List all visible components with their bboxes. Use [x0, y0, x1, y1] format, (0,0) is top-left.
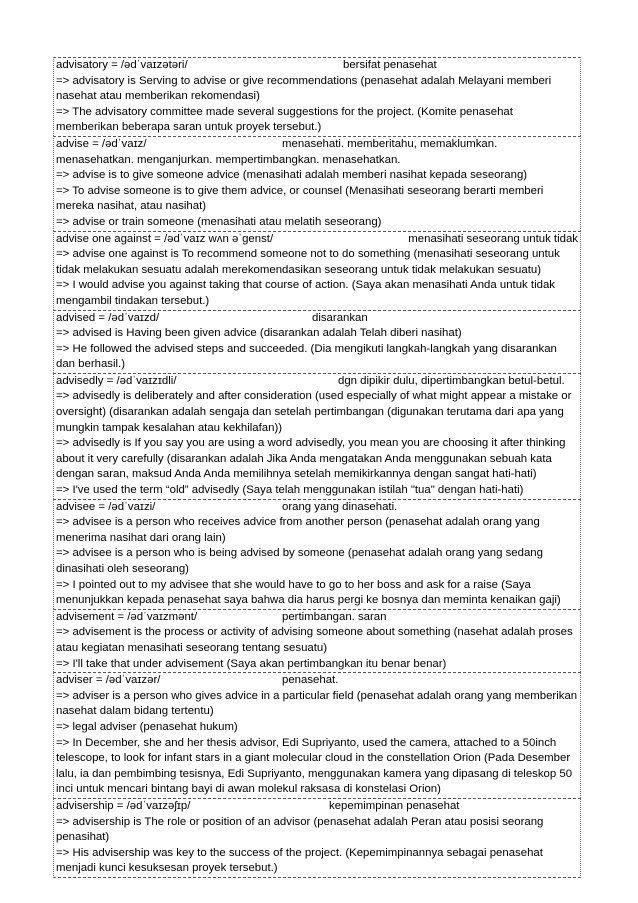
example-line: => advisedly is deliberately and after consideration (used especially of what might appear a mistake or oversight) (disarankan adalah sengaja dan setelah pertimbangan (digunakan terutama dari apa yang mungkin tampak kesalahan atau kekhilafan))	[56, 390, 572, 434]
example-line: => His advisership was key to the success of the project. (Kepemimpinannya sebagai penasehat menjadi kunci kesuksesan proyek tersebut.)	[56, 846, 543, 875]
translation: kepemimpinan penasehat	[329, 799, 460, 812]
translation: dgn dipikir dulu, dipertimbangkan betul-betul.	[338, 374, 565, 387]
example-line: => advisement is the process or activity of advising someone about something (nasehat adalah proses atau kegiatan menasihati seseorang tentang sesuatu)	[56, 626, 573, 654]
example-line: => advisedly is If you say you are using a word advisedly, you mean you are choosing it after thinking about it very carefully (disarankan adalah Jika Anda mengatakan Anda menggunakan sebuah kata dengan saran, maksud Anda Anda memilihnya setelah memikirkannya dengan sangat hati-hati)	[56, 437, 566, 481]
dictionary-entry	[53, 499, 581, 609]
example-line: => advised is Having been given advice (disarankan adalah Telah diberi nasihat)	[56, 327, 462, 340]
translation: disarankan	[312, 311, 368, 324]
translation: menasehati. memberitahu, memaklumkan. menasehatkan. menganjurkan. mempertimbangkan. menasehatkan.	[56, 137, 498, 166]
dictionary-entry	[53, 798, 581, 878]
example-line: => advise or train someone (menasihati atau melatih seseorang)	[56, 215, 382, 228]
example-line: => advisership is The role or position of an advisor (penasehat adalah Peran atau posisi seorang penasihat)	[56, 815, 544, 844]
entry-heading	[56, 500, 578, 516]
entry-heading	[56, 58, 578, 74]
translation: penasehat.	[282, 674, 339, 687]
example-line: => I'll take that under advisement (Saya akan pertimbangkan itu benar benar)	[56, 657, 447, 670]
example-line: => advisee is a person who is being advised by someone (penasehat adalah orang yang sedang dinasihati oleh seseorang)	[56, 547, 543, 575]
example-line: => advise is to give someone advice (menasihati adalah memberi nasihat kepada seseorang)	[56, 169, 528, 182]
headword: advised = /ədˈvaɪzd/	[56, 311, 160, 324]
entry-heading	[56, 137, 578, 168]
example-line: => I would advise you against taking that course of action. (Saya akan menasihati Anda untuk tidak mengambil tindakan tersebut.)	[56, 279, 555, 307]
entry-heading	[56, 374, 578, 390]
headword: advisee = /ədˈvaɪzi/	[56, 500, 156, 513]
example-line: => To advise someone is to give them advice, or counsel (Menasihati seseorang berarti memberi mereka nasihat, atau nasihat)	[56, 184, 544, 213]
example-line: => adviser is a person who gives advice in a particular field (penasehat adalah orang yang memberikan nasehat dalam bidang tertentu)	[56, 689, 578, 718]
headword: adviser = /ədˈvaɪzər/	[56, 674, 161, 687]
entry-heading	[56, 673, 578, 689]
dictionary-page	[53, 57, 581, 878]
example-line: => legal adviser (penasehat hukum)	[56, 720, 238, 733]
entry-heading	[56, 232, 578, 248]
translation: menasihati seseorang untuk tidak	[408, 232, 578, 245]
translation: pertimbangan. saran	[282, 610, 387, 623]
headword: advisership = /ədˈvaɪzəʃɪp/	[56, 799, 191, 812]
headword: advise one against = /ədˈvaɪz wʌn əˈgenst/	[56, 232, 274, 245]
dictionary-entry	[53, 672, 581, 798]
entry-heading	[56, 799, 578, 815]
dictionary-entry	[53, 231, 581, 310]
example-line: => advisatory is Serving to advise or give recommendations (penasehat adalah Melayani memberi nasehat atau memberikan rekomendasi)	[56, 74, 552, 103]
example-line: => I pointed out to my advisee that she would have to go to her boss and ask for a raise (Saya menunjukkan kepada penasehat saya bahwa dia harus pergi ke bosnya dan meminta kenaikan gaji)	[56, 578, 561, 607]
example-line: => I've used the term “old” advisedly (Saya telah menggunakan istilah "tua" dengan hati-hati)	[56, 484, 524, 497]
dictionary-entry	[53, 310, 581, 373]
dictionary-entry	[53, 609, 581, 672]
example-line: => In December, she and her thesis advisor, Edi Supriyanto, used the camera, attached to a 50inch telescope, to look for infant stars in a giant molecular cloud in the constellation Orion (Pada Desember lalu, ia dan pembimbing tesisnya, Edi Supriyanto, menggunakan kamera yang dipasang di teleskop 50 inci untuk mencari bintang bayi di awan molekul raksasa di konstelasi Orion)	[56, 736, 573, 796]
headword: advisement = /ədˈvaɪzmənt/	[56, 610, 198, 623]
translation: bersifat penasehat	[343, 59, 437, 71]
headword: advisedly = /ədˈvaɪzɪdli/	[56, 374, 177, 387]
example-line: => advise one against is To recommend someone not to do something (menasihati seseorang untuk tidak melakukan sesuatu adalah merekomendasikan seseorang untuk tidak melakukan sesuatu)	[56, 248, 560, 276]
example-line: => advisee is a person who receives advice from another person (penasehat adalah orang yang menerima nasihat dari orang lain)	[56, 516, 540, 544]
example-line: => He followed the advised steps and succeeded. (Dia mengikuti langkah-langkah yang disarankan dan berhasil.)	[56, 342, 557, 371]
dictionary-entry	[53, 373, 581, 499]
entry-heading	[56, 311, 578, 327]
entry-heading	[56, 610, 578, 626]
headword: advise = /ədˈvaɪz/	[56, 137, 147, 150]
dictionary-entry	[53, 57, 581, 136]
example-line: => The advisatory committee made several suggestions for the project. (Komite penasehat memberikan beberapa saran untuk proyek tersebut.)	[56, 105, 513, 134]
headword: advisatory = /ədˈvaɪzətəri/	[56, 59, 188, 71]
translation: orang yang dinasehati.	[282, 500, 398, 513]
dictionary-entry	[53, 136, 581, 231]
